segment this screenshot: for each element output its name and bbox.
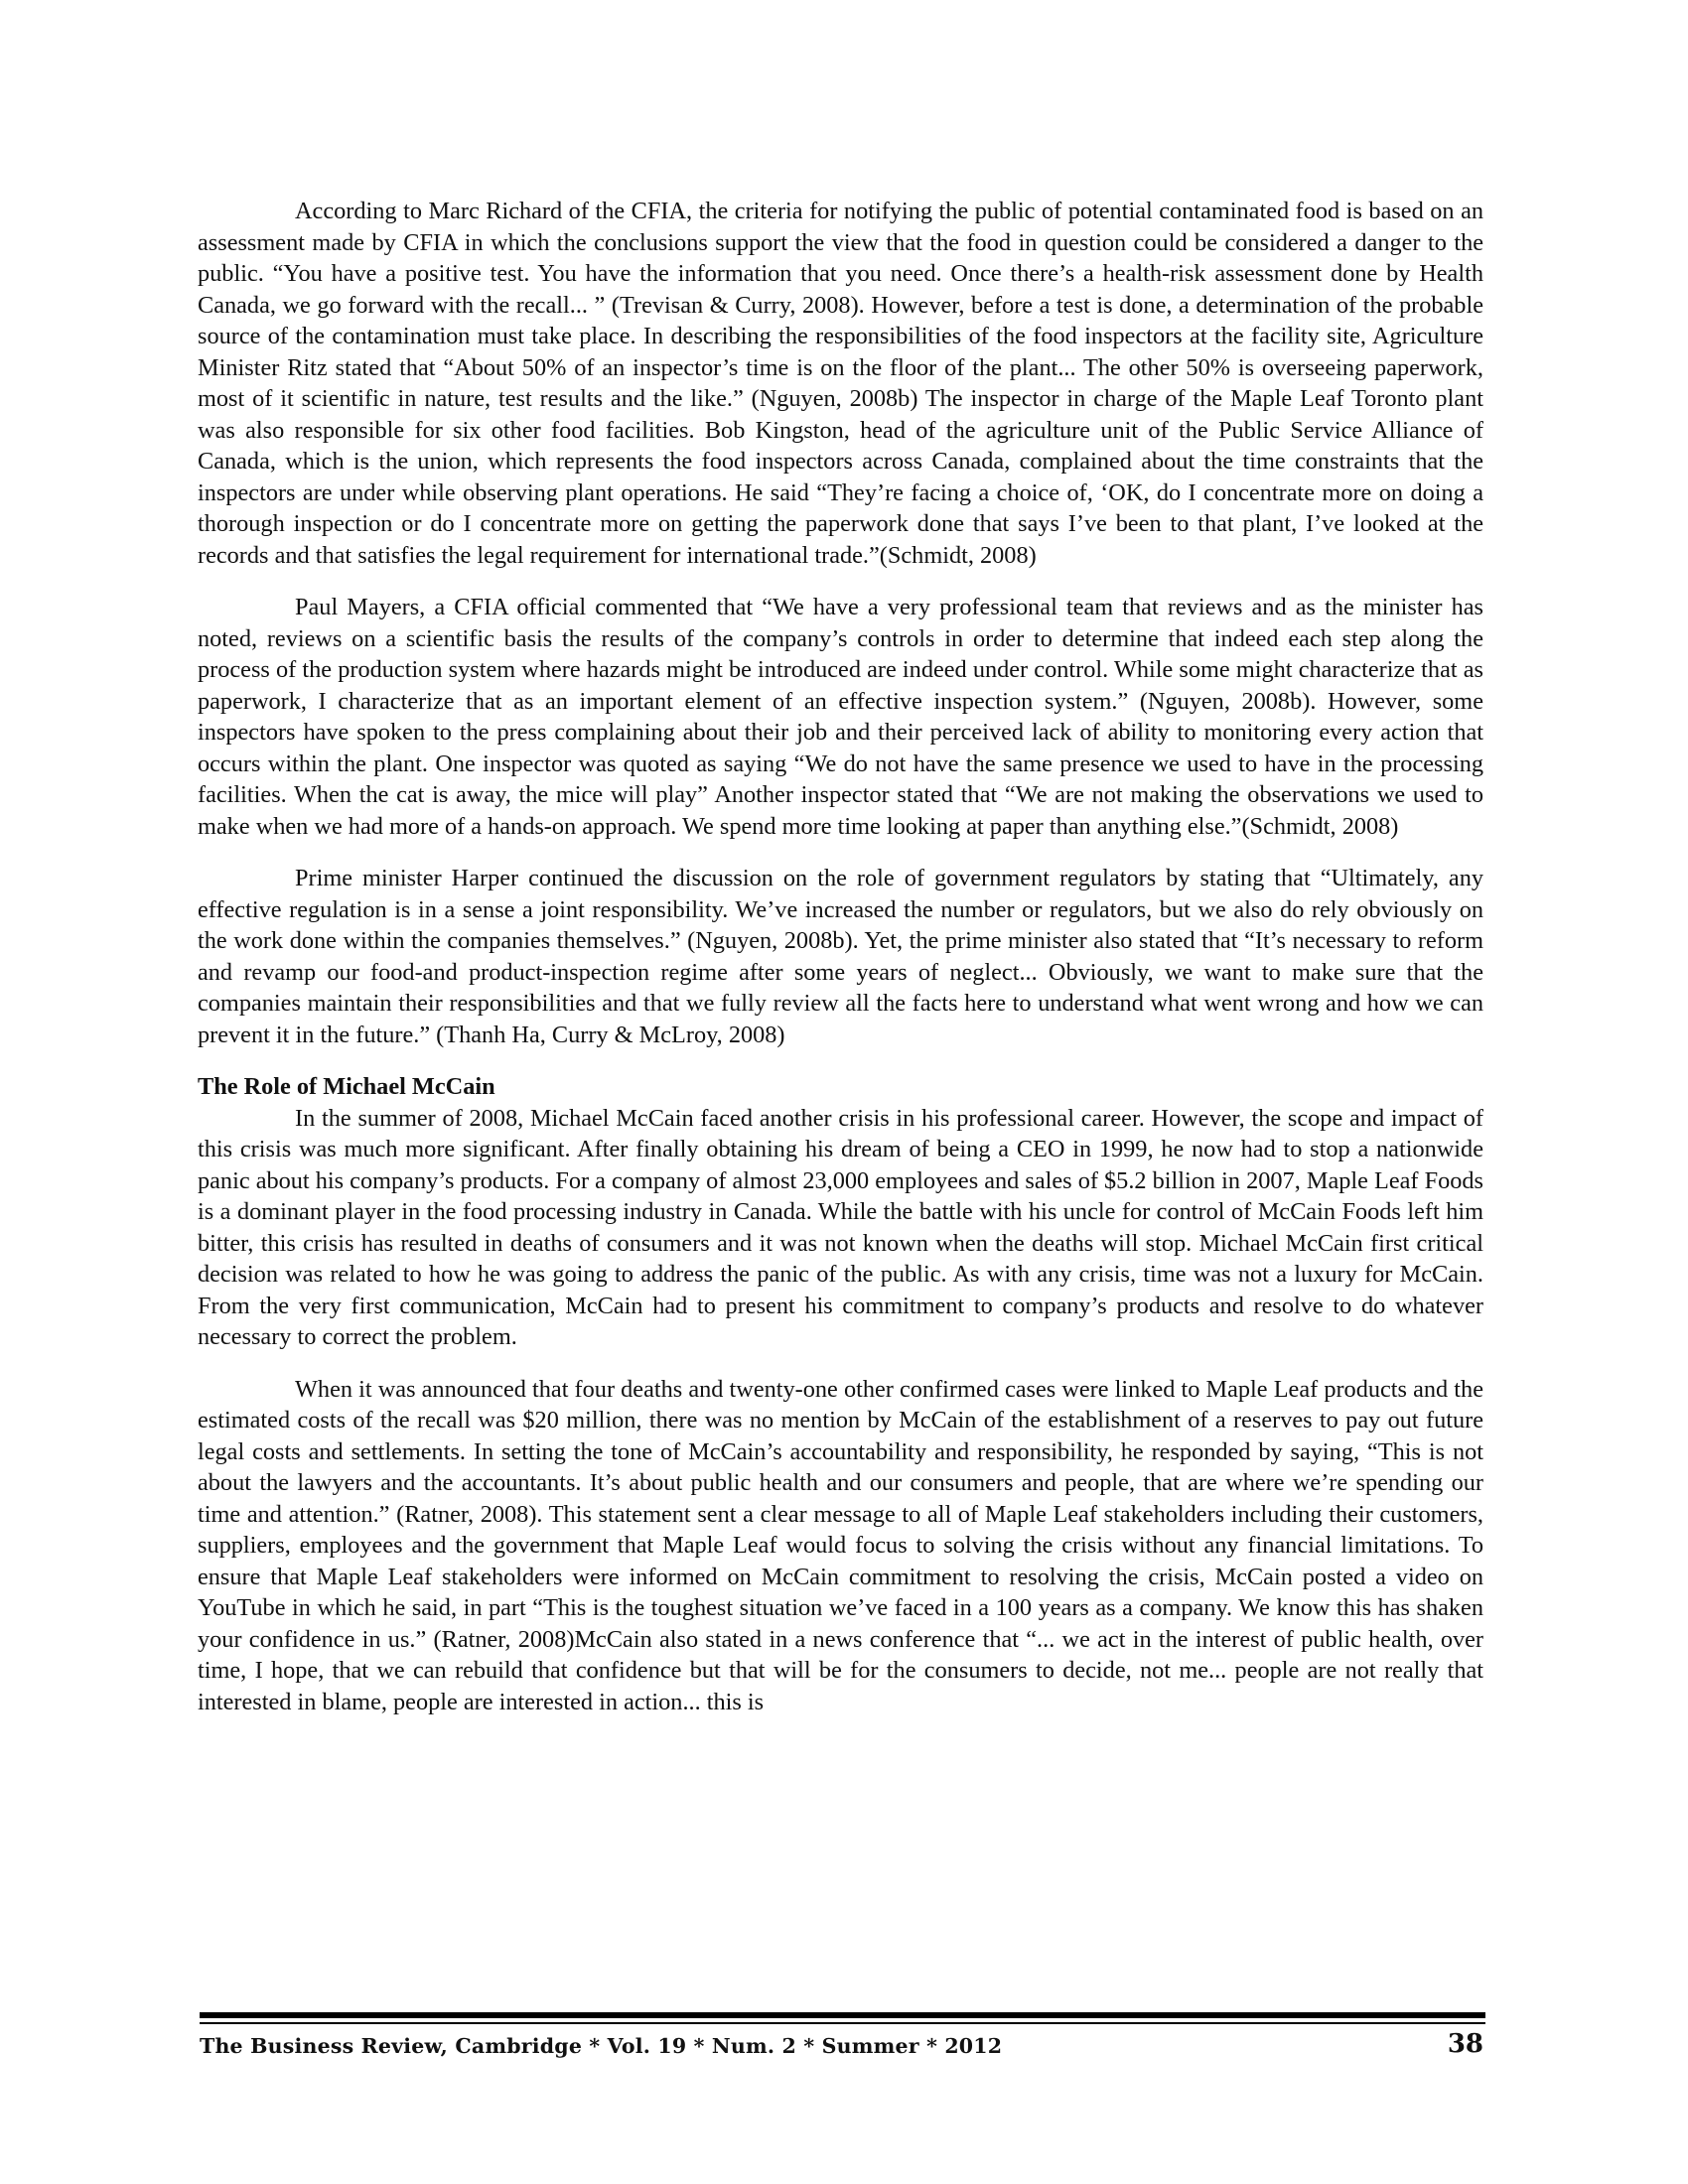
article-body [198, 196, 1483, 1717]
paragraph-cfia-criteria: According to Marc Richard of the CFIA, the criteria for notifying the public of potential contaminated food is based on an assessment made by CFIA in which the conclusions support the view that the food in question could be considered a danger to the public. “You have a positive test. You have the information that you need. Once there’s a health-risk assessment done by Health Canada, we go forward with the recall... ” (Trevisan & Curry, 2008). However, before a test is done, a determination of the probable source of the contamination must take place. In describing the responsibilities of the food inspectors at the facility site, Agriculture Minister Ritz stated that “About 50% of an inspector’s time is on the floor of the plant... The other 50% is overseeing paperwork, most of it scientific in nature, test results and the like.” (Nguyen, 2008b) The inspector in charge of the Maple Leaf Toronto plant was also responsible for six other food facilities. Bob Kingston, head of the agriculture unit of the Public Service Alliance of Canada, which is the union, which represents the food inspectors across Canada, complained about the time constraints that the inspectors are under while observing plant operations. He said “They’re facing a choice of, ‘OK, do I concentrate more on doing a thorough inspection or do I concentrate more on getting the paperwork done that says I’ve been to that plant, I’ve looked at the records and that satisfies the legal requirement for international trade.”(Schmidt, 2008) [198, 198, 1483, 569]
footer-rule-thick [200, 2012, 1485, 2018]
paragraph-paul-mayers: Paul Mayers, a CFIA official commented that “We have a very professional team that reviews and as the minister has noted, reviews on a scientific basis the results of the company’s controls in order to determine that indeed each step along the process of the production system where hazards might be introduced are indeed under control. While some might characterize that as paperwork, I characterize that as an important element of an effective inspection system.” (Nguyen, 2008b). However, some inspectors have spoken to the press complaining about their job and their perceived lack of ability to monitoring every action that occurs within the plant. One inspector was quoted as saying “We do not have the same presence we used to have in the processing facilities. When the cat is away, the mice will play” Another inspector stated that “We are not making the observations we used to make when we had more of a hands-on approach. We spend more time looking at paper than anything else.”(Schmidt, 2008) [198, 594, 1483, 840]
paragraph-mccain-crisis: In the summer of 2008, Michael McCain faced another crisis in his professional career. However, the scope and impact of this crisis was much more significant. After finally obtaining his dream of being a CEO in 1999, he now had to stop a nationwide panic about his company’s products. For a company of almost 23,000 employees and sales of $5.2 billion in 2007, Maple Leaf Foods is a dominant player in the food processing industry in Canada. While the battle with his uncle for control of McCain Foods left him bitter, this crisis has resulted in deaths of consumers and it was not known when the deaths will stop. Michael McCain first critical decision was related to how he was going to address the panic of the public. As with any crisis, time was not a luxury for McCain. From the very first communication, McCain had to present his commitment to company’s products and resolve to do whatever necessary to correct the problem. [198, 1104, 1483, 1350]
footer-rule-thin [200, 2022, 1485, 2024]
section-heading: The Role of Michael McCain [198, 1073, 495, 1100]
footer-page-number: 38 [1447, 2029, 1483, 2059]
footer-journal-citation: The Business Review, Cambridge * Vol. 19 * Num. 2 * Summer * 2012 [200, 2034, 1003, 2058]
paragraph-prime-minister-harper: Prime minister Harper continued the discussion on the role of government regulators by stating that “Ultimately, any effective regulation is in a sense a joint responsibility. We’ve increased the number or regulators, but we also do rely obviously on the work done within the companies themselves.” (Nguyen, 2008b). Yet, the prime minister also stated that “It’s necessary to reform and revamp our food-and product-inspection regime after some years of neglect... Obviously, we want to make sure that the companies maintain their responsibilities and that we fully review all the facts here to understand what went wrong and how we can prevent it in the future.” (Thanh Ha, Curry & McLroy, 2008) [198, 865, 1483, 1048]
paragraph-mccain-response: When it was announced that four deaths and twenty-one other confirmed cases were linked to Maple Leaf products and the estimated costs of the recall was $20 million, there was no mention by McCain of the establishment of a reserves to pay out future legal costs and settlements. In setting the tone of McCain’s accountability and responsibility, he responded by saying, “This is not about the lawyers and the accountants. It’s about public health and our consumers and people, that are where we’re spending our time and attention.” (Ratner, 2008). This statement sent a clear message to all of Maple Leaf stakeholders including their customers, suppliers, employees and the government that Maple Leaf would focus to solving the crisis without any financial limitations. To ensure that Maple Leaf stakeholders were informed on McCain commitment to resolving the crisis, McCain posted a video on YouTube in which he said, in part “This is the toughest situation we’ve faced in a 100 years as a company. We know this has shaken your confidence in us.” (Ratner, 2008)McCain also stated in a news conference that “... we act in the interest of public health, over time, I hope, that we can rebuild that confidence but that will be for the consumers to decide, not me... people are not really that interested in blame, people are interested in action... this is [198, 1375, 1483, 1715]
